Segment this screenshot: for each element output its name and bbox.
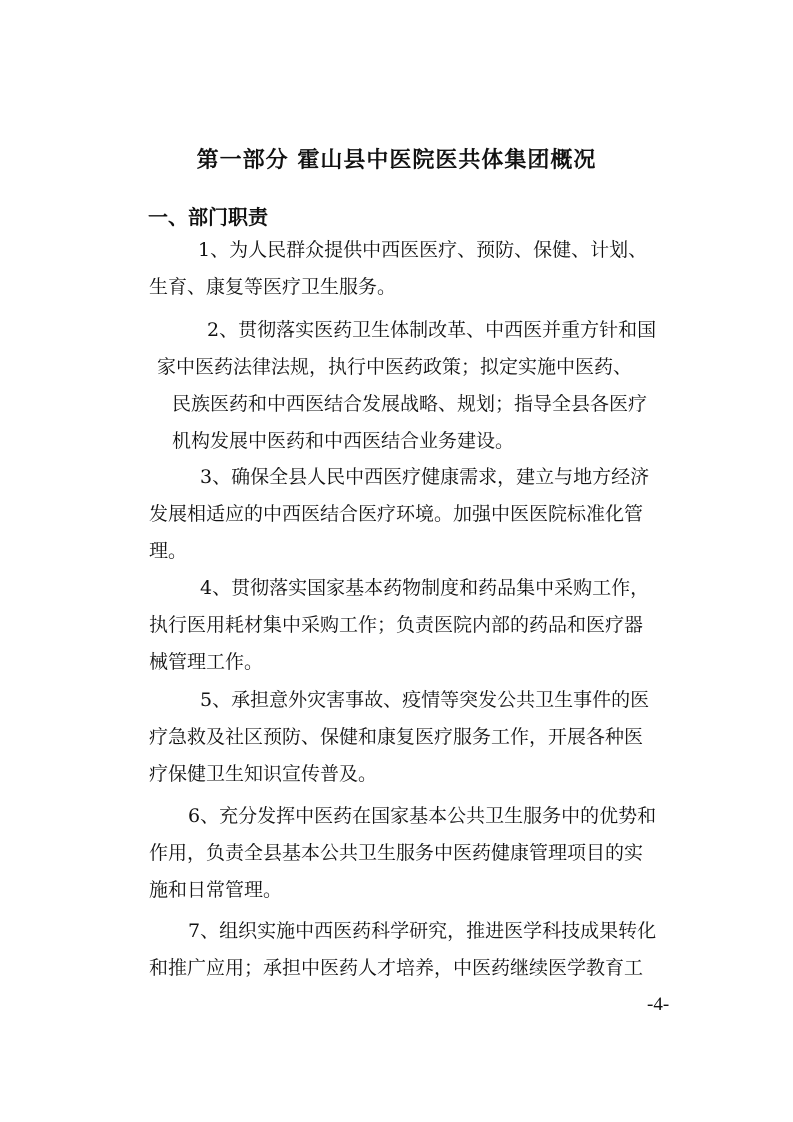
page-number: -4- xyxy=(647,994,670,1015)
paragraph-1-line-2: 生育、康复等医疗卫生服务。 xyxy=(149,276,397,298)
paragraph-5-line-3: 疗保健卫生知识宣传普及。 xyxy=(149,763,378,785)
paragraph-3-line-2: 发展相适应的中西医结合医疗环境。加强中医医院标准化管 xyxy=(149,503,644,525)
paragraph-5-line-2: 疗急救及社区预防、保健和康复医疗服务工作，开展各种医 xyxy=(149,726,644,748)
paragraph-7-line-1: 7、组织实施中西医药科学研究，推进医学科技成果转化 xyxy=(188,920,657,942)
paragraph-7-line-2: 和推广应用；承担中医药人才培养，中医药继续医学教育工 xyxy=(149,957,644,979)
page-title: 第一部分 霍山县中医院医共体集团概况 xyxy=(196,148,597,173)
paragraph-6-line-1: 6、充分发挥中医药在国家基本公共卫生服务中的优势和 xyxy=(188,805,657,827)
section-heading: 一、部门职责 xyxy=(148,205,268,229)
paragraph-3-line-3: 理。 xyxy=(149,540,188,562)
paragraph-2-line-1: 2、贯彻落实医药卫生体制改革、中西医并重方针和国 xyxy=(207,319,657,341)
paragraph-5-line-1: 5、承担意外灾害事故、疫情等突发公共卫生事件的医 xyxy=(200,689,650,711)
paragraph-3-line-1: 3、确保全县人民中西医疗健康需求，建立与地方经济 xyxy=(200,466,650,488)
paragraph-2-line-2: 家中医药法律法规，执行中医药政策；拟定实施中医药、 xyxy=(157,356,633,378)
paragraph-2-line-4: 机构发展中医药和中西医结合业务建设。 xyxy=(172,430,515,452)
paragraph-4-line-2: 执行医用耗材集中采购工作；负责医院内部的药品和医疗器 xyxy=(149,614,644,636)
paragraph-1-line-1: 1、为人民群众提供中西医医疗、预防、保健、计划、 xyxy=(198,239,648,261)
paragraph-6-line-2: 作用，负责全县基本公共卫生服务中医药健康管理项目的实 xyxy=(149,842,644,864)
paragraph-2-line-3: 民族医药和中西医结合发展战略、规划；指导全县各医疗 xyxy=(172,393,648,415)
paragraph-6-line-3: 施和日常管理。 xyxy=(149,879,283,901)
paragraph-4-line-3: 械管理工作。 xyxy=(149,651,264,673)
paragraph-4-line-1: 4、贯彻落实国家基本药物制度和药品集中采购工作， xyxy=(200,577,650,599)
